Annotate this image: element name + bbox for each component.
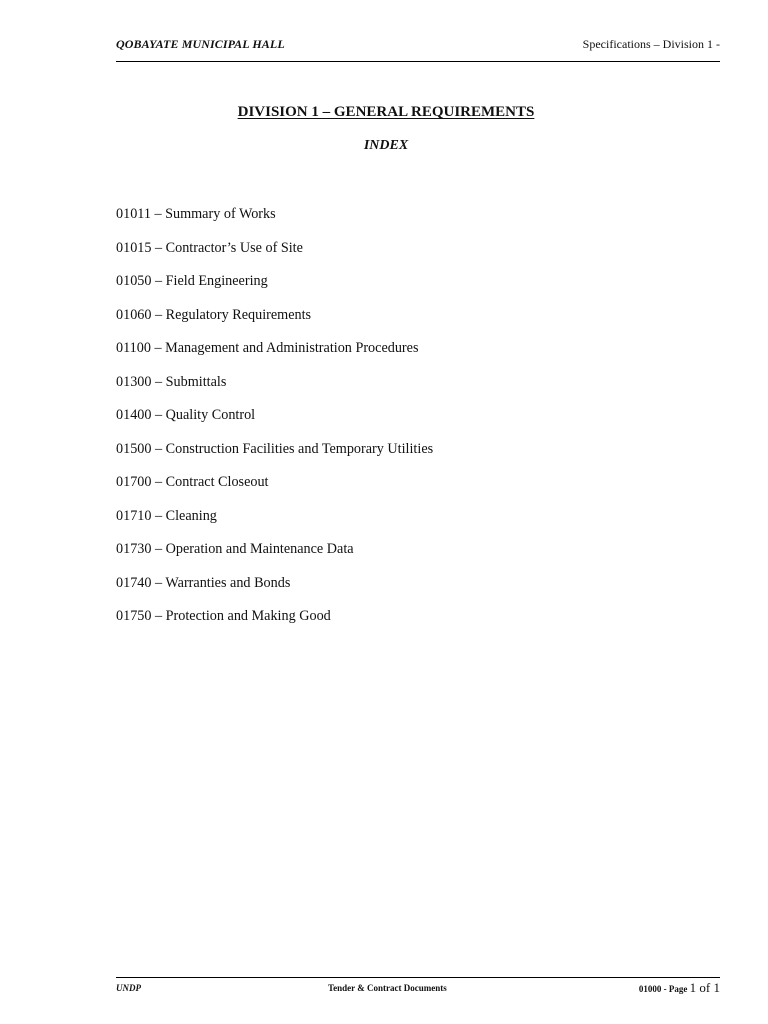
index-item: 01060 – Regulatory Requirements: [116, 306, 312, 323]
page-reference: [639, 980, 720, 996]
organization-name: UNDP: [116, 983, 141, 993]
index-item: 01710 – Cleaning: [116, 507, 217, 524]
section-reference: Specifications – Division 1 -: [582, 37, 720, 51]
document-type: Tender & Contract Documents: [328, 983, 447, 993]
division-title: DIVISION 1 – GENERAL REQUIREMENTS: [237, 104, 535, 120]
index-item: 01300 – Submittals: [116, 373, 227, 390]
page-footer: [116, 977, 720, 1001]
index-item: 01100 – Management and Administration Procedures: [116, 340, 419, 356]
page-reference-prefix: 01000 - Page: [638, 984, 688, 994]
index-heading: INDEX: [363, 138, 409, 153]
page-number: 1 of 1: [689, 980, 720, 995]
index-item: 01730 – Operation and Maintenance Data: [116, 541, 354, 557]
index-item: 01740 – Warranties and Bonds: [116, 574, 291, 591]
page-header: [116, 34, 720, 62]
index-item: 01011 – Summary of Works: [116, 206, 276, 222]
index-item: 01700 – Contract Closeout: [116, 474, 269, 490]
index-item: 01750 – Protection and Making Good: [116, 608, 331, 624]
index-item: 01015 – Contractor’s Use of Site: [116, 239, 303, 256]
index-list: [116, 206, 676, 642]
project-name: QOBAYATE MUNICIPAL HALL: [116, 37, 285, 51]
index-item: 01400 – Quality Control: [116, 407, 256, 423]
index-item: 01500 – Construction Facilities and Temporary Utilities: [116, 440, 434, 457]
index-item: 01050 – Field Engineering: [116, 273, 268, 289]
